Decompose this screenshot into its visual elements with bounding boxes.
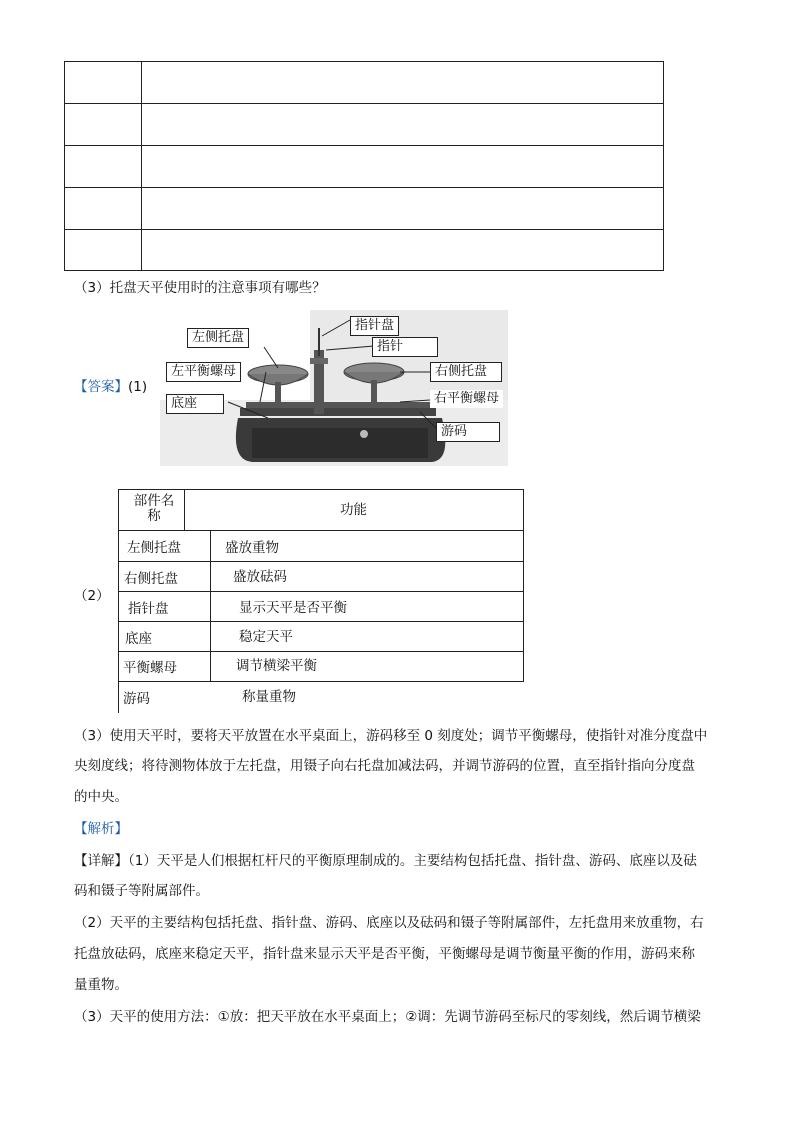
table-border [118, 489, 119, 713]
table-border [523, 489, 524, 682]
table-row-divider [65, 103, 663, 104]
analysis-label: 【解析】 [74, 821, 128, 837]
row-name: 平衡螺母 [123, 660, 177, 676]
row-function: 盛放砝码 [233, 569, 287, 585]
answer-part-2-marker: （2） [74, 588, 110, 604]
table-border [210, 530, 211, 682]
detail-2-line-1: （2）天平的主要结构包括托盘、指针盘、游码、底座以及砝码和镊子等附属部件，左托盘用来放重物，右 [74, 915, 704, 931]
row-function: 稳定天平 [239, 629, 293, 645]
table-border [118, 489, 524, 490]
row-function: 盛放重物 [225, 540, 279, 556]
row-name: 右侧托盘 [124, 571, 178, 587]
table-border [184, 489, 185, 530]
label-pointer-plate: 指针盘 [350, 316, 399, 336]
answer-part-3-line-3: 的中央。 [74, 789, 128, 805]
detail-3-line-1: （3）天平的使用方法：①放：把天平放在水平桌面上；②调：先调节游码至标尺的零刻线，然后调节横梁 [74, 1009, 701, 1025]
table-border [118, 681, 524, 682]
row-name: 指针盘 [128, 601, 169, 617]
row-name: 游码 [123, 691, 150, 707]
table-row-divider [65, 187, 663, 188]
header-part-name: 部件名称 [133, 493, 175, 524]
label-right-balance-nut: 右平衡螺母 [430, 390, 503, 408]
row-function: 显示天平是否平衡 [239, 600, 347, 616]
row-name: 左侧托盘 [127, 540, 181, 556]
answer-label: 【答案】(1) [74, 379, 148, 395]
table-row-divider [65, 229, 663, 230]
components-function-table [118, 489, 524, 713]
answer-part-3-line-1: （3）使用天平时，要将天平放置在水平桌面上，游码移至 0 刻度处；调节平衡螺母，使指针对准分度盘中 [74, 728, 708, 744]
label-pointer: 指针 [372, 337, 438, 357]
row-name: 底座 [125, 631, 152, 647]
table-border [118, 621, 524, 622]
table-border [118, 591, 524, 592]
detail-line-1: 【详解】（1）天平是人们根据杠杆尺的平衡原理制成的。主要结构包括托盘、指针盘、游码、底座以及砝 [74, 853, 697, 869]
empty-answer-table [64, 61, 664, 271]
header-function: 功能 [340, 502, 367, 518]
label-rider: 游码 [436, 422, 500, 442]
answer-part-3-line-2: 央刻度线；将待测物体放于左托盘，用镊子向右托盘加减法码，并调节游码的位置，直至指针指向分度盘 [74, 758, 695, 774]
row-function: 调节横梁平衡 [236, 658, 317, 674]
detail-2-line-2: 托盘放砝码，底座来稳定天平，指针盘来显示天平是否平衡，平衡螺母是调节衡量平衡的作用，游码来称 [74, 946, 695, 962]
label-left-pan: 左侧托盘 [187, 328, 249, 348]
table-row-divider [65, 145, 663, 146]
table-border [118, 530, 524, 531]
question-3-text: （3）托盘天平使用时的注意事项有哪些？ [74, 280, 326, 296]
table-border [118, 561, 524, 562]
detail-line-2: 码和镊子等附属部件。 [74, 883, 209, 899]
label-left-balance-nut: 左平衡螺母 [166, 362, 241, 382]
label-base: 底座 [166, 394, 224, 414]
detail-2-line-3: 量重物。 [74, 977, 128, 993]
row-function: 称量重物 [242, 689, 296, 705]
balance-scale-figure [160, 310, 508, 466]
label-right-pan: 右侧托盘 [430, 362, 502, 382]
table-column-divider [141, 62, 142, 270]
table-border [118, 651, 524, 652]
